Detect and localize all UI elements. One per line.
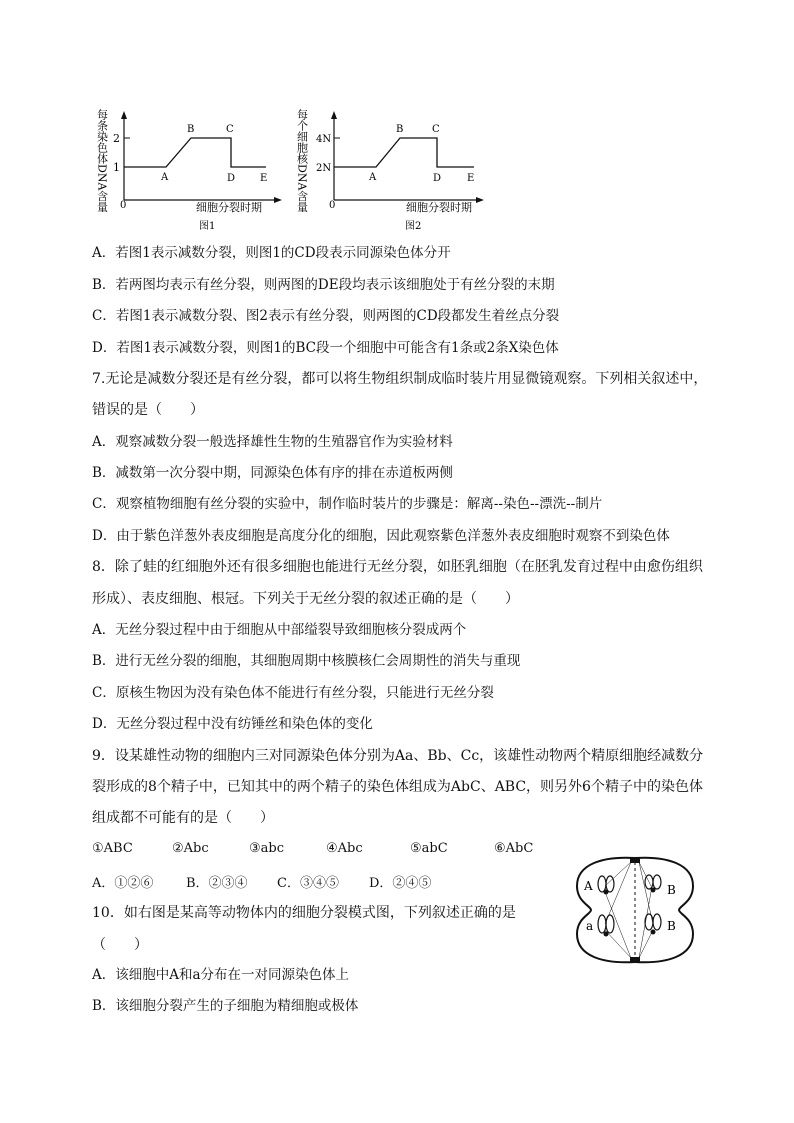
q6-option-d: D．若图1表示减数分裂，则图1的BC段一个细胞中可能含有1条或2条X染色体 [92,340,559,356]
fig1-ytick-2: 2 [113,132,120,145]
q6-option-b: B．若两图均表示有丝分裂，则两图的DE段均表示该细胞处于有丝分裂的末期 [92,277,555,293]
q10-option-b: B．该细胞分裂产生的子细胞为精细胞或极体 [92,998,359,1014]
q7-option-a: A．观察减数分裂一般选择雄性生物的生殖器官作为实验材料 [92,434,453,450]
q8-option-d: D．无丝分裂过程中没有纺锤丝和染色体的变化 [92,716,373,732]
fig1-point-C: C [226,124,234,135]
fig2-point-C: C [432,124,440,135]
cell-division-figure [571,852,699,968]
q9-answer-a: A．①②⑥ [92,876,154,891]
chromosome-lower-right [645,914,661,935]
q8-option-b: B．进行无丝分裂的细胞，其细胞周期中核膜核仁会周期性的消失与重现 [92,653,521,669]
q9-answer-c: C．③④⑤ [277,876,339,891]
q9-stem-line1: 9．设某雄性动物的细胞内三对同源染色体分别为Aa、Bb、Cc，该雄性动物两个精原细胞经减数分 [92,748,704,764]
q6-option-a: A．若图1表示减数分裂，则图1的CD段表示同源染色体分开 [92,245,451,261]
q9-item-3: ③abc [249,841,285,856]
q7-option-d: D．由于紫色洋葱外表皮细胞是高度分化的细胞，因此观察紫色洋葱外表皮细胞时观察不到染色体 [92,528,670,544]
fig1-xlabel: 细胞分裂时期 [196,201,262,214]
chromosome-lower-left [598,915,614,937]
q9-item-5: ⑤abC [410,841,448,856]
figure-1-graph [96,105,286,235]
fig1-point-A: A [161,172,169,183]
fig2-point-B: B [396,124,404,135]
q9-answer-d: D．②④⑤ [369,876,432,891]
q7-stem-line1: 7.无论是减数分裂还是有丝分裂，都可以将生物组织制成临时装片用显微镜观察。下列相关叙述中， [92,371,708,387]
q7-stem-line2: 错误的是（ ） [92,402,204,418]
centrosome-bottom [630,957,640,962]
q9-item-2: ②Abc [172,841,209,856]
fig1-point-D: D [227,173,236,184]
q7-option-b: B．减数第一次分裂中期，同源染色体有序的排在赤道板两侧 [92,465,453,481]
q8-stem-line2: 形成）、表皮细胞、根冠。下列关于无丝分裂的叙述正确的是（ ） [92,591,519,607]
fig2-xlabel: 细胞分裂时期 [406,201,472,214]
fig1-curve [124,138,266,167]
q8-stem-line1: 8．除了蛙的红细胞外还有很多细胞也能进行无丝分裂，如胚乳细胞（在胚乳发育过程中由愈伤组织 [92,559,703,575]
q9-item-1: ①ABC [92,841,133,856]
fig2-curve [334,138,474,167]
q10-stem-line2: （ ） [92,937,148,953]
q9-stem-line3: 组成都不可能有的是（ ） [92,810,274,826]
fig2-point-E: E [467,173,475,184]
fig2-caption: 图2 [405,221,422,232]
q9-stem-line2: 裂形成的8个精子中，已知其中的两个精子的染色体组成为AbC、ABC，则另外6个精子中的染色体 [92,779,703,795]
fig2-point-D: D [433,173,442,184]
q8-option-a: A．无丝分裂过程中由于细胞从中部缢裂导致细胞核分裂成两个 [92,622,467,638]
q9-answer-b: B．②③④ [186,876,248,891]
label-a: a [586,919,594,933]
centrosome-top [630,858,640,863]
label-B-lower: B [667,919,676,933]
fig1-point-E: E [260,173,268,184]
q8-option-c: C．原核生物因为没有染色体不能进行有丝分裂，只能进行无丝分裂 [92,685,494,701]
fig2-ylabel: 每个细胞核DNA含量 [296,109,309,213]
fig2-ytick-4N: 4N [316,134,332,145]
chromosome-upper-right [645,875,661,893]
label-B-upper: B [667,883,676,897]
q9-item-6: ⑥AbC [494,841,534,856]
fig1-caption: 图1 [199,221,216,232]
q6-option-c: C．若图1表示减数分裂、图2表示有丝分裂，则两图的CD段都发生着丝点分裂 [92,308,560,324]
fig2-origin: 0 [329,200,336,211]
chromosome-upper-left [598,876,614,895]
q7-option-c: C．观察植物细胞有丝分裂的实验中，制作临时装片的步骤是：解离--染色--漂洗--制片 [92,496,603,512]
fig1-ylabel: 每条染色体DNA含量 [96,109,109,213]
fig1-point-B: B [187,124,195,135]
q10-option-a: A．该细胞中A和a分布在一对同源染色体上 [92,967,350,983]
fig1-origin: 0 [120,200,127,211]
q9-item-4: ④Abc [326,841,363,856]
figure-2-graph [296,105,496,235]
q10-stem-line1: 10．如右图是某高等动物体内的细胞分裂模式图，下列叙述正确的是 [92,905,516,921]
fig2-point-A: A [369,172,377,183]
label-A: A [584,879,593,893]
fig1-ytick-1: 1 [113,161,120,174]
fig2-ytick-2N: 2N [316,163,332,174]
